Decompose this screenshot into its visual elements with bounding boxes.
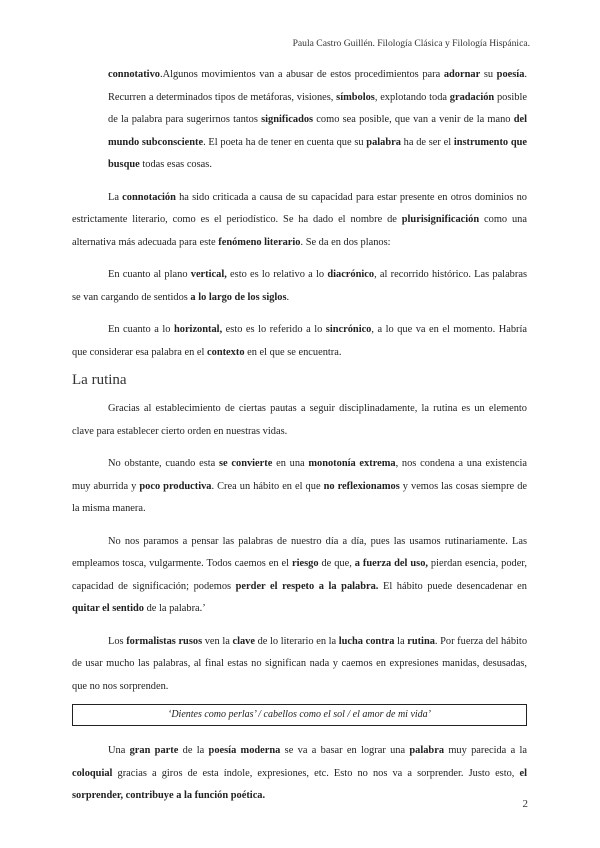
paragraph-formalistas: Los formalistas rusos ven la clave de lo literario en la lucha contra la rutina. Por fuerza del hábito de usar mucho las palabras, al final estas no significan nada y caemos en expresiones manidas, desusadas, que no nos sorprenden. — [72, 635, 528, 692]
section-heading: La rutina — [72, 372, 127, 388]
paragraph-connotativo: connotativo.Algunos movimientos van a abusar de estos procedimientos para adornar su poesía. Recurren a determinados tipos de metáforas, visiones, símbolos, explotando toda gradación posible de la palabra para sugerirnos tantos significados como sea posible, que van a venir de la mano del mundo subconsciente. El poeta ha de tener en cuenta que su palabra ha de ser el instrumento que busque todas esas cosas. — [108, 69, 528, 170]
page-number: 2 — [522, 798, 528, 810]
paragraph-poesia-moderna: Una gran parte de la poesía moderna se va a basar en lograr una palabra muy parecida a la coloquial gracias a giros de esta índole, expresiones, etc. Esto no nos va a sorprender. Justo esto, el sorprender, contribuye a la función poética. — [72, 745, 527, 801]
paragraph-rutina-intro: Gracias al establecimiento de ciertas pautas a seguir disciplinadamente, la rutina es un elemento clave para establecer cierto orden en nuestras vidas. — [72, 403, 527, 437]
paragraph-palabras: No nos paramos a pensar las palabras de nuestro día a día, pues las usamos rutinariamente. Las empleamos tosca, vulgarmente. Todos caemos en el riesgo de que, a fuerza del uso, pierdan esencia, poder, capacidad de significación; podemos perder el respeto a la palabra. El hábito puede desencadenar en quitar el sentido de la palabra.’ — [72, 535, 527, 614]
document-body — [72, 64, 527, 808]
paragraph-horizontal: En cuanto a lo horizontal, esto es lo referido a lo sincrónico, a lo que va en el momento. Habría que considerar esa palabra en el contexto en el que se encuentra. — [72, 324, 527, 358]
quote-box: ‘Dientes como perlas’ / cabellos como el sol / el amor de mi vida’ — [72, 704, 527, 726]
paragraph-monotonia: No obstante, cuando esta se convierte en una monotonía extrema, nos condena a una existencia muy aburrida y poco productiva. Crea un hábito en el que no reflexionamos y vemos las cosas siempre de la misma manera. — [72, 458, 528, 514]
paragraph-vertical: En cuanto al plano vertical, esto es lo relativo a lo diacrónico, al recorrido histórico. Las palabras se van cargando de sentidos a lo largo de los siglos. — [72, 269, 527, 303]
page-header: Paula Castro Guillén. Filología Clásica y Filología Hispánica. — [292, 38, 530, 49]
paragraph-connotacion: La connotación ha sido criticada a causa de su capacidad para estar presente en otros dominios no estrictamente literario, como es el periodístico. Se ha dado el nombre de plurisignificación como una alternativa más adecuada para este fenómeno literario. Se da en dos planos: — [72, 191, 527, 248]
